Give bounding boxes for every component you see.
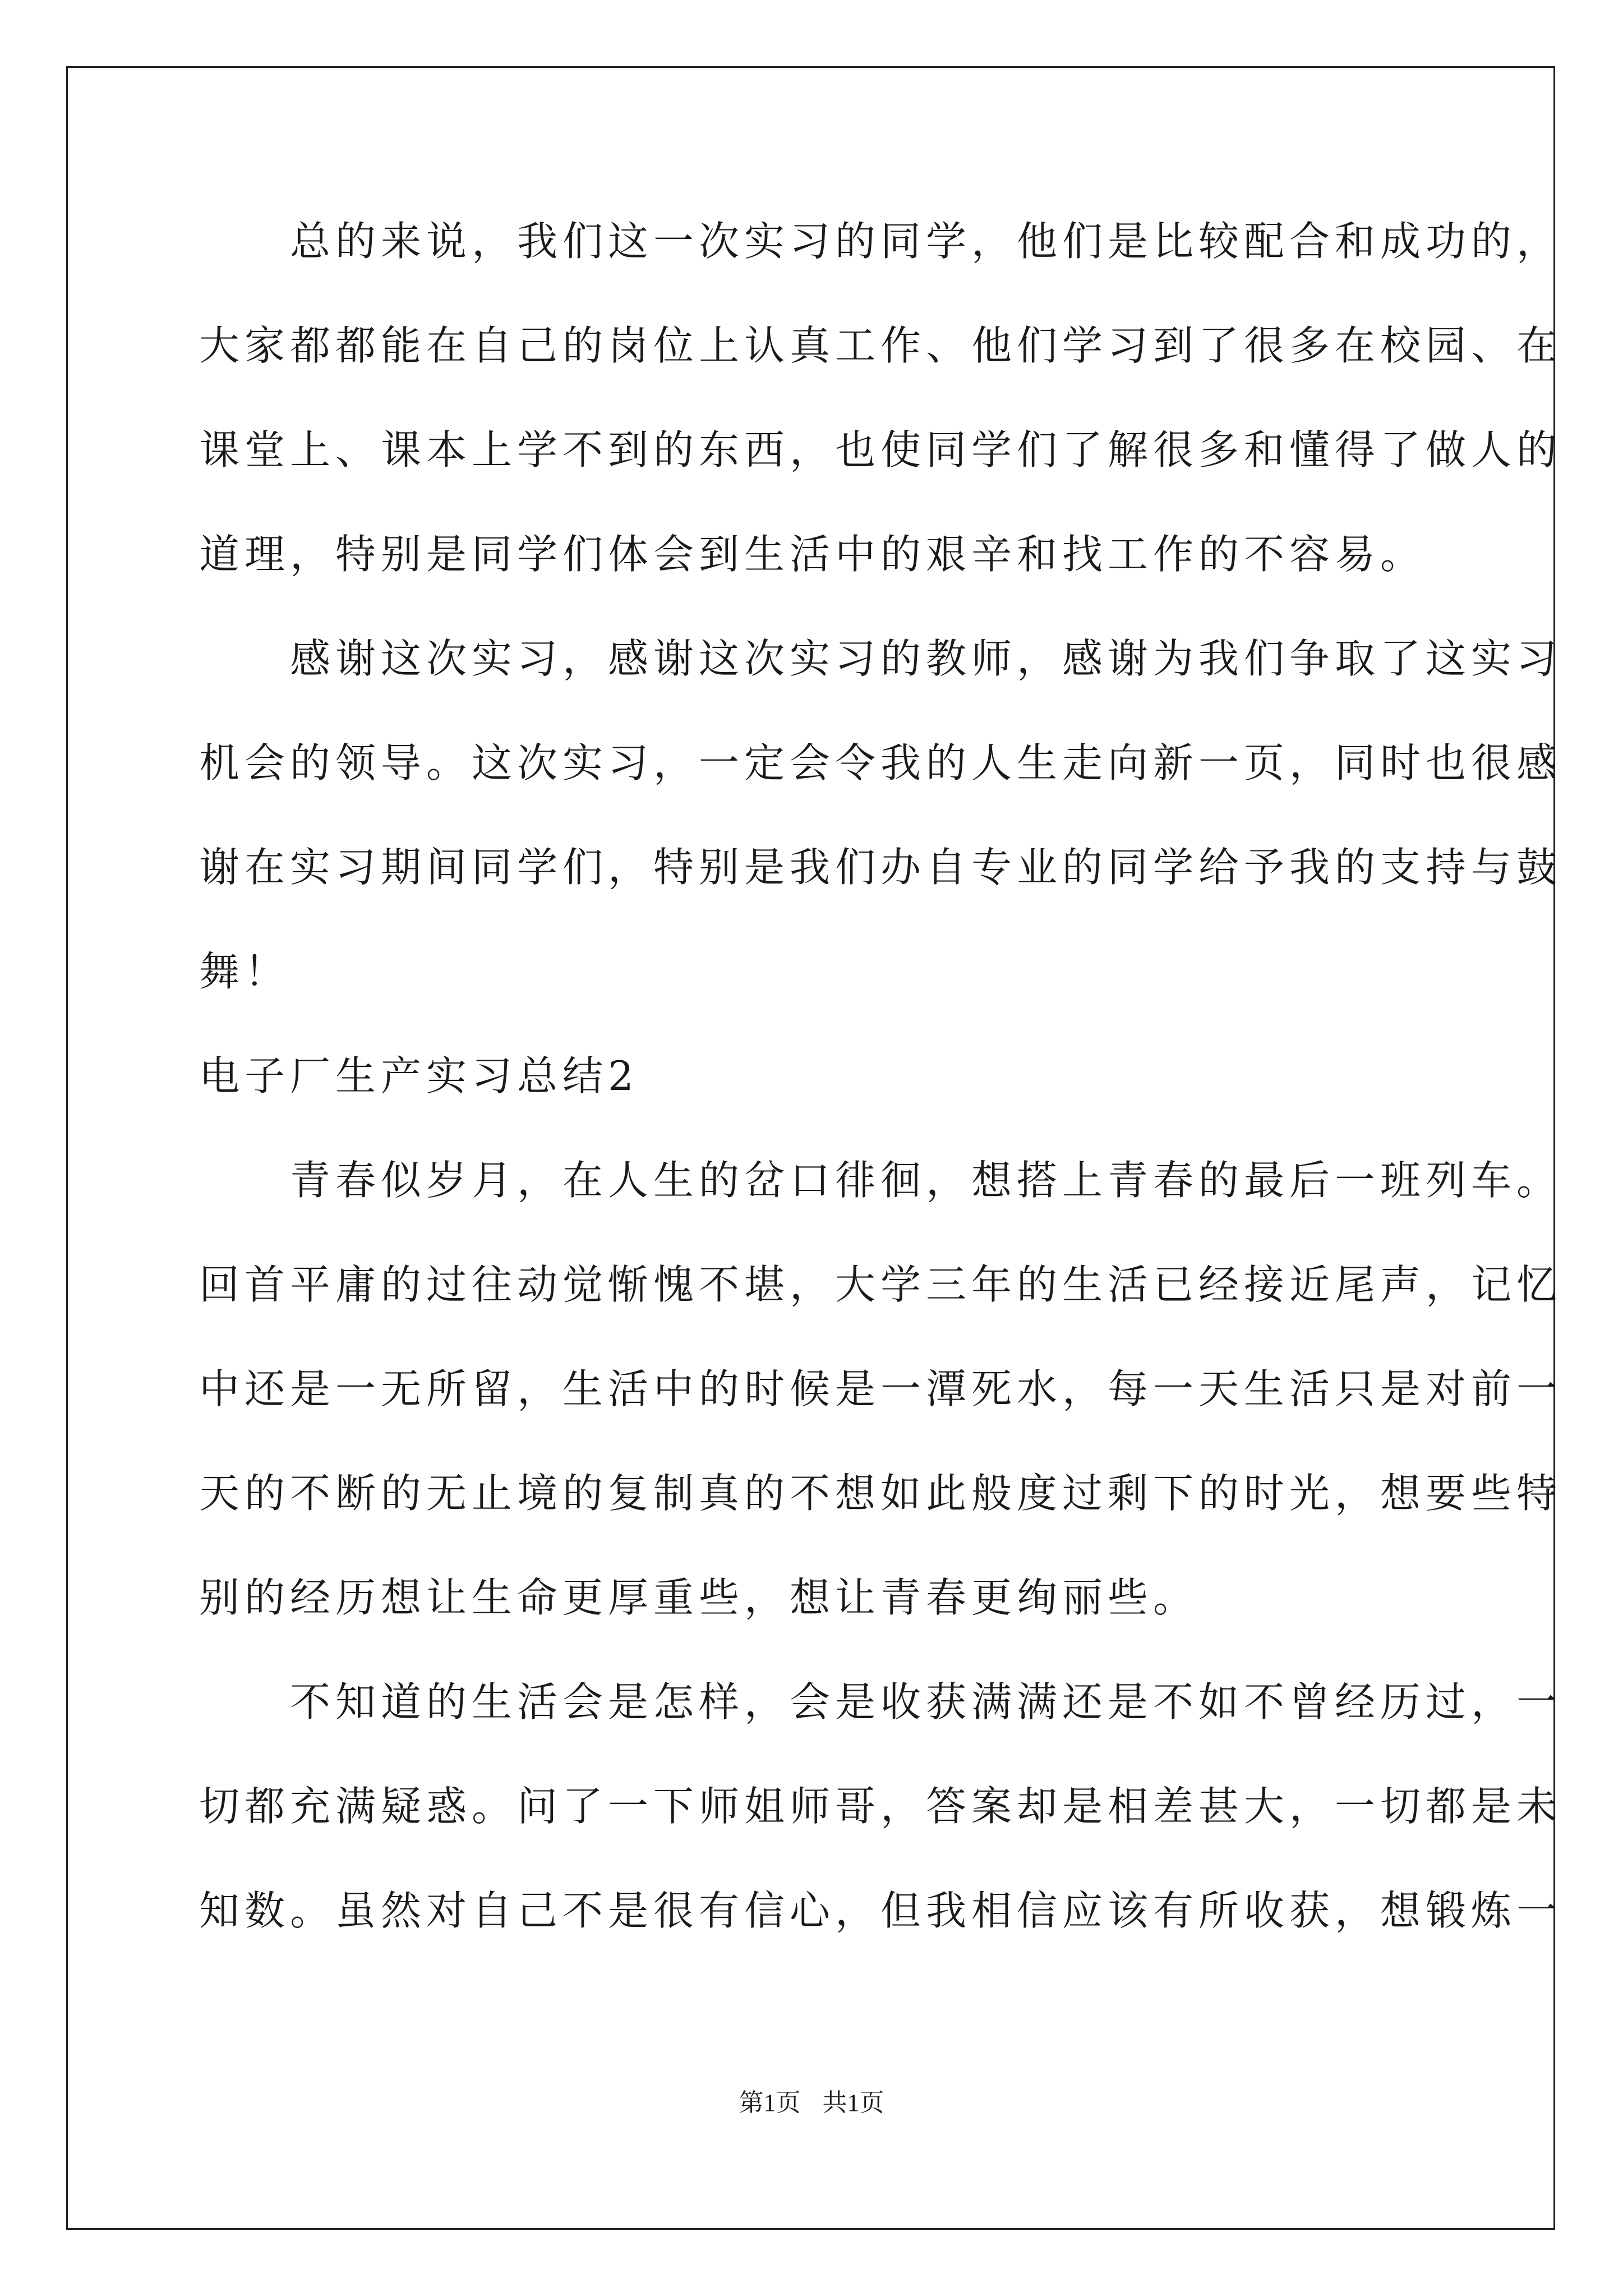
text-line: 青春似岁月，在人生的岔口徘徊，想搭上青春的最后一班列车。 [199,1157,1562,1204]
section-heading: 电子厂生产实习总结2 [199,1052,639,1099]
text-line: 谢在实习期间同学们，特别是我们办自专业的同学给予我的支持与鼓 [199,844,1562,891]
page-number: 第1页 [739,2089,801,2116]
text-line: 回首平庸的过往动觉惭愧不堪，大学三年的生活已经接近尾声，记忆 [199,1261,1562,1308]
text-line: 知数。虽然对自己不是很有信心，但我相信应该有所收获，想锻炼一 [199,1887,1562,1934]
document-body [199,208,1562,1981]
text-line: 天的不断的无止境的复制真的不想如此般度过剩下的时光，想要些特 [199,1470,1562,1517]
text-line: 别的经历想让生命更厚重些，想让青春更绚丽些。 [199,1574,1199,1621]
text-line: 课堂上、课本上学不到的东西，也使同学们了解很多和懂得了做人的 [199,426,1562,473]
text-line: 机会的领导。这次实习，一定会令我的人生走向新一页，同时也很感 [199,739,1562,786]
text-line: 大家都都能在自己的岗位上认真工作、他们学习到了很多在校园、在 [199,322,1562,369]
page-total: 共1页 [822,2089,884,2116]
text-line: 感谢这次实习，感谢这次实习的教师，感谢为我们争取了这实习 [199,635,1562,682]
text-line: 不知道的生活会是怎样，会是收获满满还是不如不曾经历过，一 [199,1678,1562,1726]
text-line: 舞！ [199,948,291,995]
text-line: 道理，特别是同学们体会到生活中的艰辛和找工作的不容易。 [199,531,1426,578]
text-line: 总的来说，我们这一次实习的同学，他们是比较配合和成功的， [199,218,1562,265]
page-footer [0,2082,1623,2118]
text-line: 切都充满疑惑。问了一下师姐师哥，答案却是相差甚大，一切都是未 [199,1783,1562,1830]
text-line: 中还是一无所留，生活中的时候是一潭死水，每一天生活只是对前一 [199,1365,1562,1412]
